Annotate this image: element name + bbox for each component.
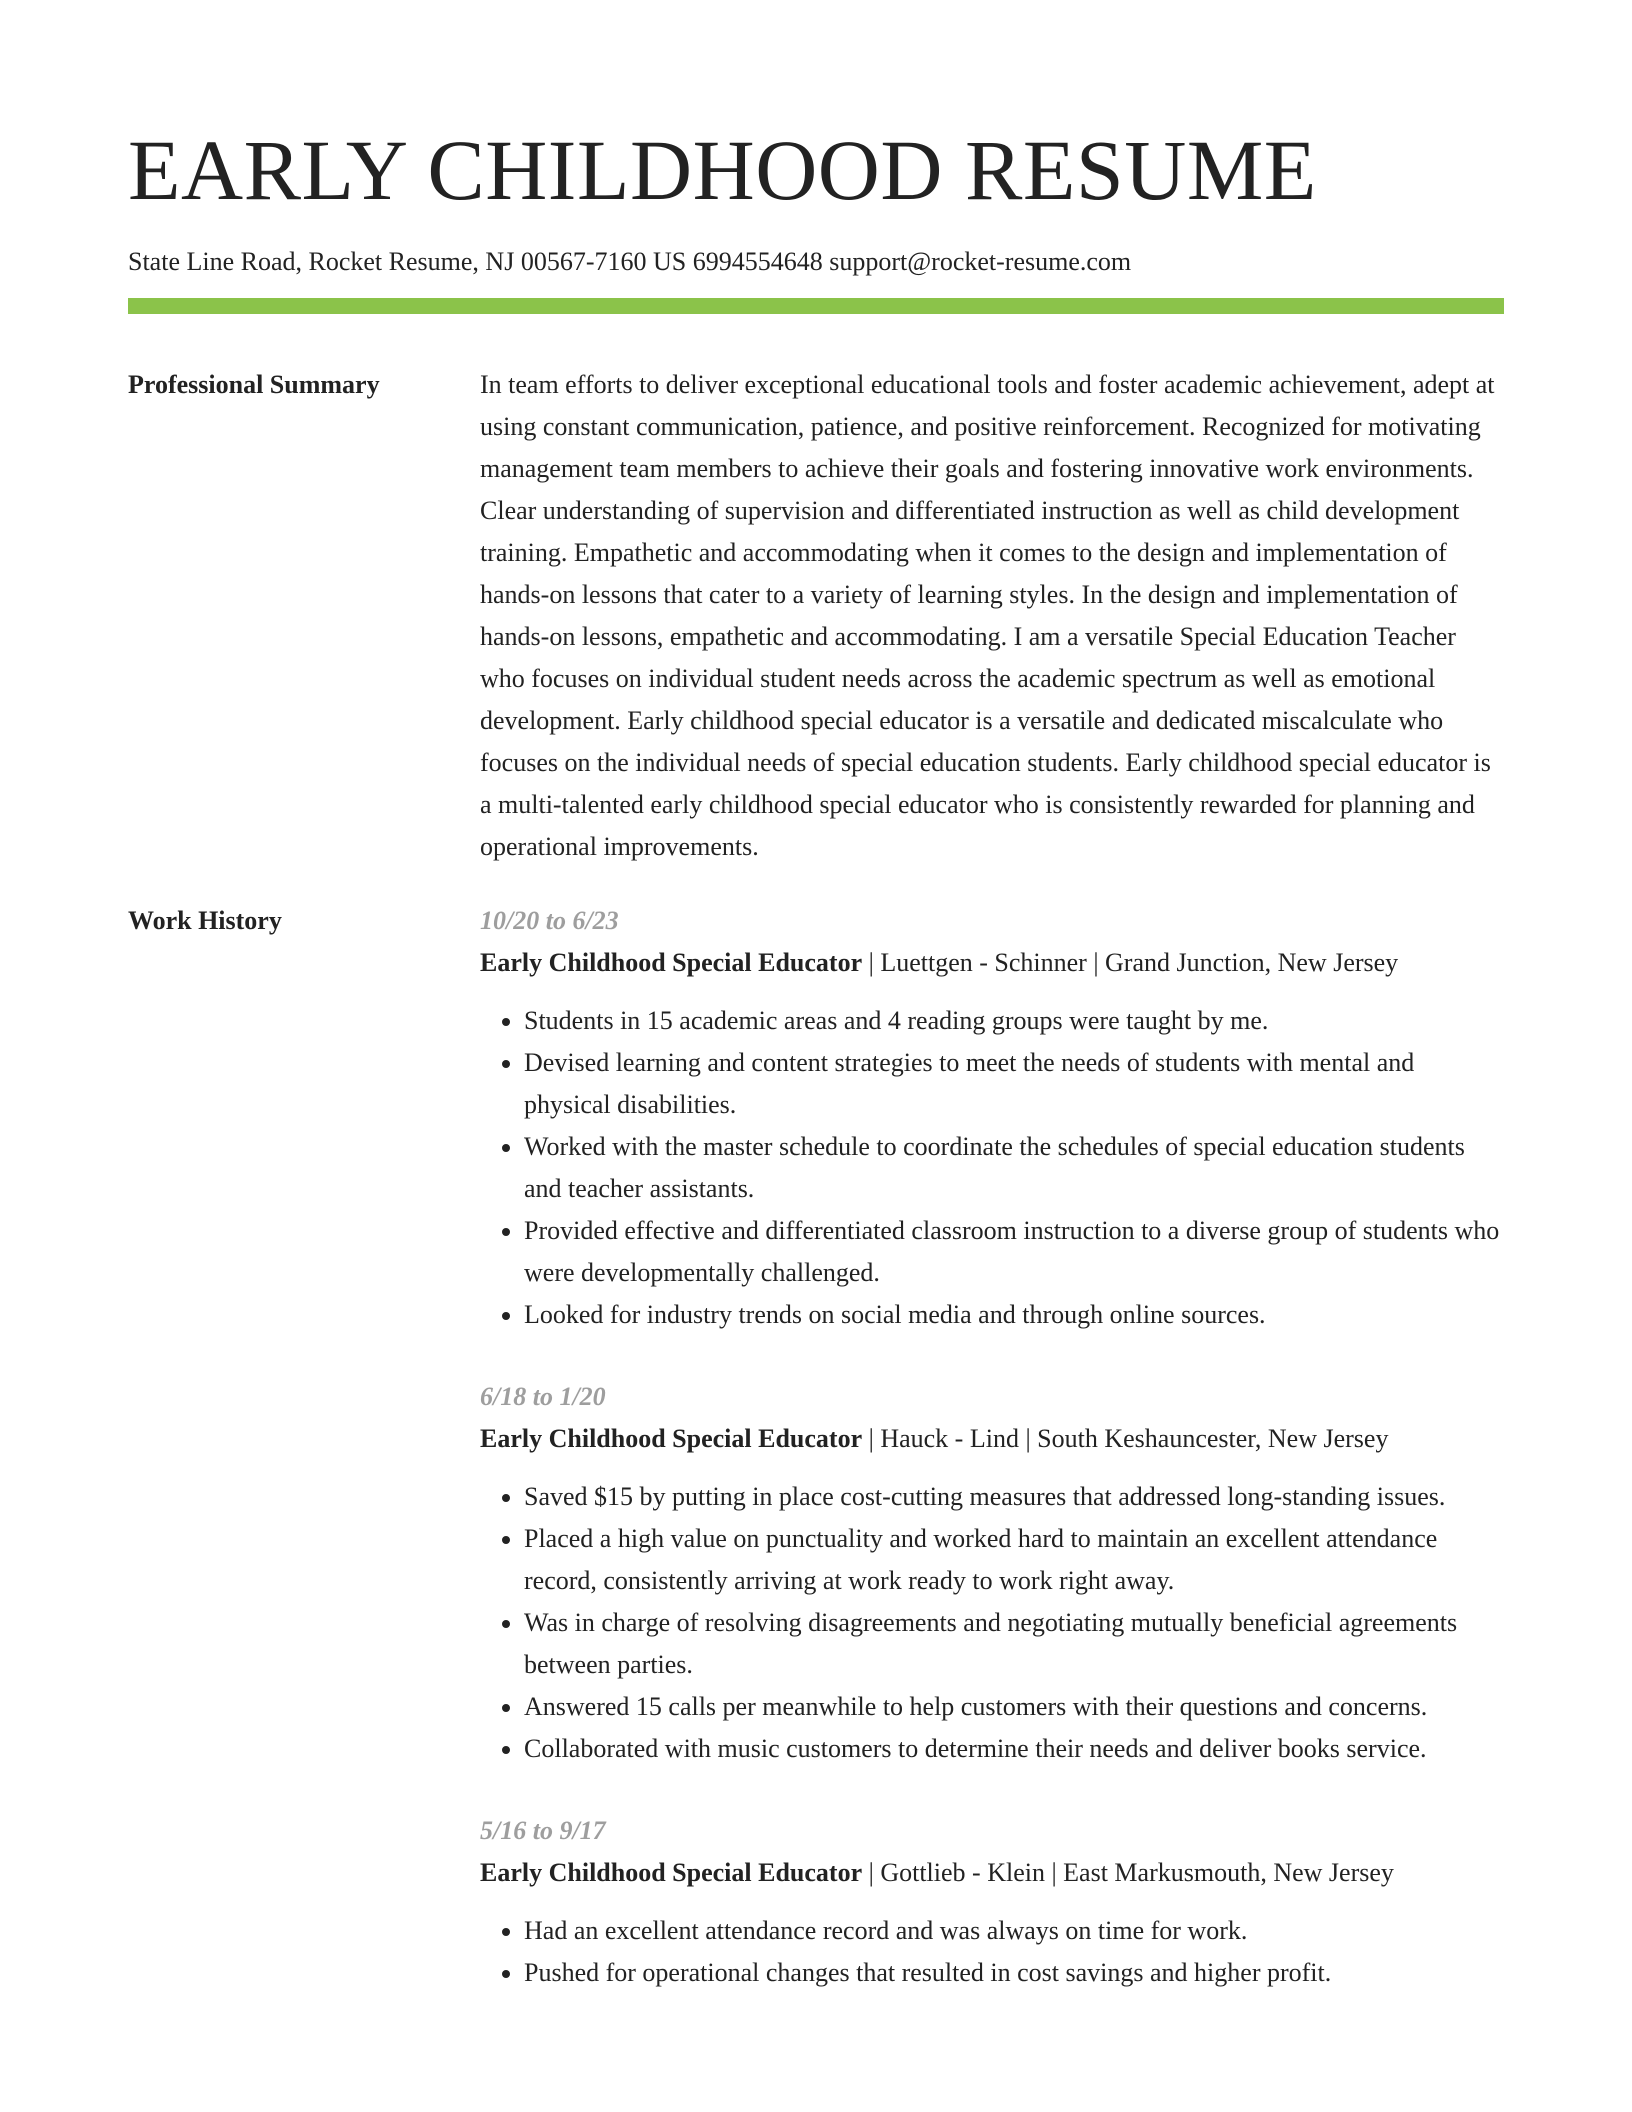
job-bullet-list <box>480 1910 1504 1994</box>
job-bullet: • Had an excellent attendance record and was always on time for work. <box>524 1910 1504 1952</box>
job-title: Early Childhood Special Educator <box>480 948 863 977</box>
job-dates: 6/18 to 1/20 <box>480 1382 606 1411</box>
job-title: Early Childhood Special Educator <box>480 1858 863 1887</box>
section-heading-work: Work History <box>128 906 282 935</box>
job-entry <box>480 1376 1504 1770</box>
job-bullet: • Saved $15 by putting in place cost-cutting measures that addressed long-standing issues. <box>524 1476 1504 1518</box>
job-heading <box>480 942 1504 984</box>
job-dates: 10/20 to 6/23 <box>480 906 619 935</box>
job-bullet: • Looked for industry trends on social media and through online sources. <box>524 1294 1504 1336</box>
resume-page <box>128 0 1504 2034</box>
job-bullet-list <box>480 1000 1504 1336</box>
job-entry <box>480 1810 1504 1994</box>
job-bullet: • Devised learning and content strategies to meet the needs of students with mental and physical disabilities. <box>524 1042 1504 1126</box>
job-dates: 5/16 to 9/17 <box>480 1816 606 1845</box>
job-bullet: • Was in charge of resolving disagreements and negotiating mutually beneficial agreements between parties. <box>524 1602 1504 1686</box>
work-history-body <box>480 900 1504 2034</box>
job-bullet: • Provided effective and differentiated classroom instruction to a diverse group of students who were developmentally challenged. <box>524 1210 1504 1294</box>
job-bullet: • Answered 15 calls per meanwhile to help customers with their questions and concerns. <box>524 1686 1504 1728</box>
professional-summary-section <box>128 364 1504 868</box>
job-employer-location: | Hauck - Lind | South Keshauncester, New Jersey <box>862 1424 1389 1453</box>
job-entry <box>480 900 1504 1336</box>
job-bullet-list <box>480 1476 1504 1770</box>
summary-text: In team efforts to deliver exceptional educational tools and foster academic achievement, adept at using constant communication, patience, and positive reinforcement. Recognized for motivating management team members to achieve their goals and fostering innovative work environments. Clear understanding of supervision and differentiated instruction as well as child development training. Empathetic and accommodating when it comes to the design and implementation of hands-on lessons that cater to a variety of learning styles. In the design and implementation of hands-on lessons, empathetic and accommodating. I am a versatile Special Education Teacher who focuses on individual student needs across the academic spectrum as well as emotional development. Early childhood special educator is a versatile and dedicated miscalculate who focuses on the individual needs of special education students. Early childhood special educator is a multi-talented early childhood special educator who is consistently rewarded for planning and operational improvements. <box>480 370 1495 861</box>
contact-address: State Line Road, Rocket Resume, NJ 00567-7160 US <box>128 247 687 276</box>
job-bullet: • Collaborated with music customers to determine their needs and deliver books service. <box>524 1728 1504 1770</box>
job-employer-location: | Luettgen - Schinner | Grand Junction, New Jersey <box>862 948 1399 977</box>
contact-line <box>128 244 1504 280</box>
job-bullet: • Pushed for operational changes that resulted in cost savings and higher profit. <box>524 1952 1504 1994</box>
summary-body <box>480 364 1504 868</box>
job-bullet: • Placed a high value on punctuality and worked hard to maintain an excellent attendance record, consistently arriving at work ready to work right away. <box>524 1518 1504 1602</box>
resume-title: EARLY CHILDHOOD RESUME <box>128 122 1317 218</box>
section-heading-summary: Professional Summary <box>128 370 380 399</box>
job-bullet: • Students in 15 academic areas and 4 reading groups were taught by me. <box>524 1000 1504 1042</box>
contact-email: support@rocket-resume.com <box>829 247 1132 276</box>
job-bullet: • Worked with the master schedule to coordinate the schedules of special education students and teacher assistants. <box>524 1126 1504 1210</box>
work-history-section <box>128 900 1504 2034</box>
job-heading <box>480 1852 1504 1894</box>
job-employer-location: | Gottlieb - Klein | East Markusmouth, New Jersey <box>862 1858 1394 1887</box>
accent-divider <box>128 298 1504 314</box>
contact-phone: 6994554648 <box>692 247 823 276</box>
job-heading <box>480 1418 1504 1460</box>
job-title: Early Childhood Special Educator <box>480 1424 863 1453</box>
resume-header <box>128 0 1504 314</box>
